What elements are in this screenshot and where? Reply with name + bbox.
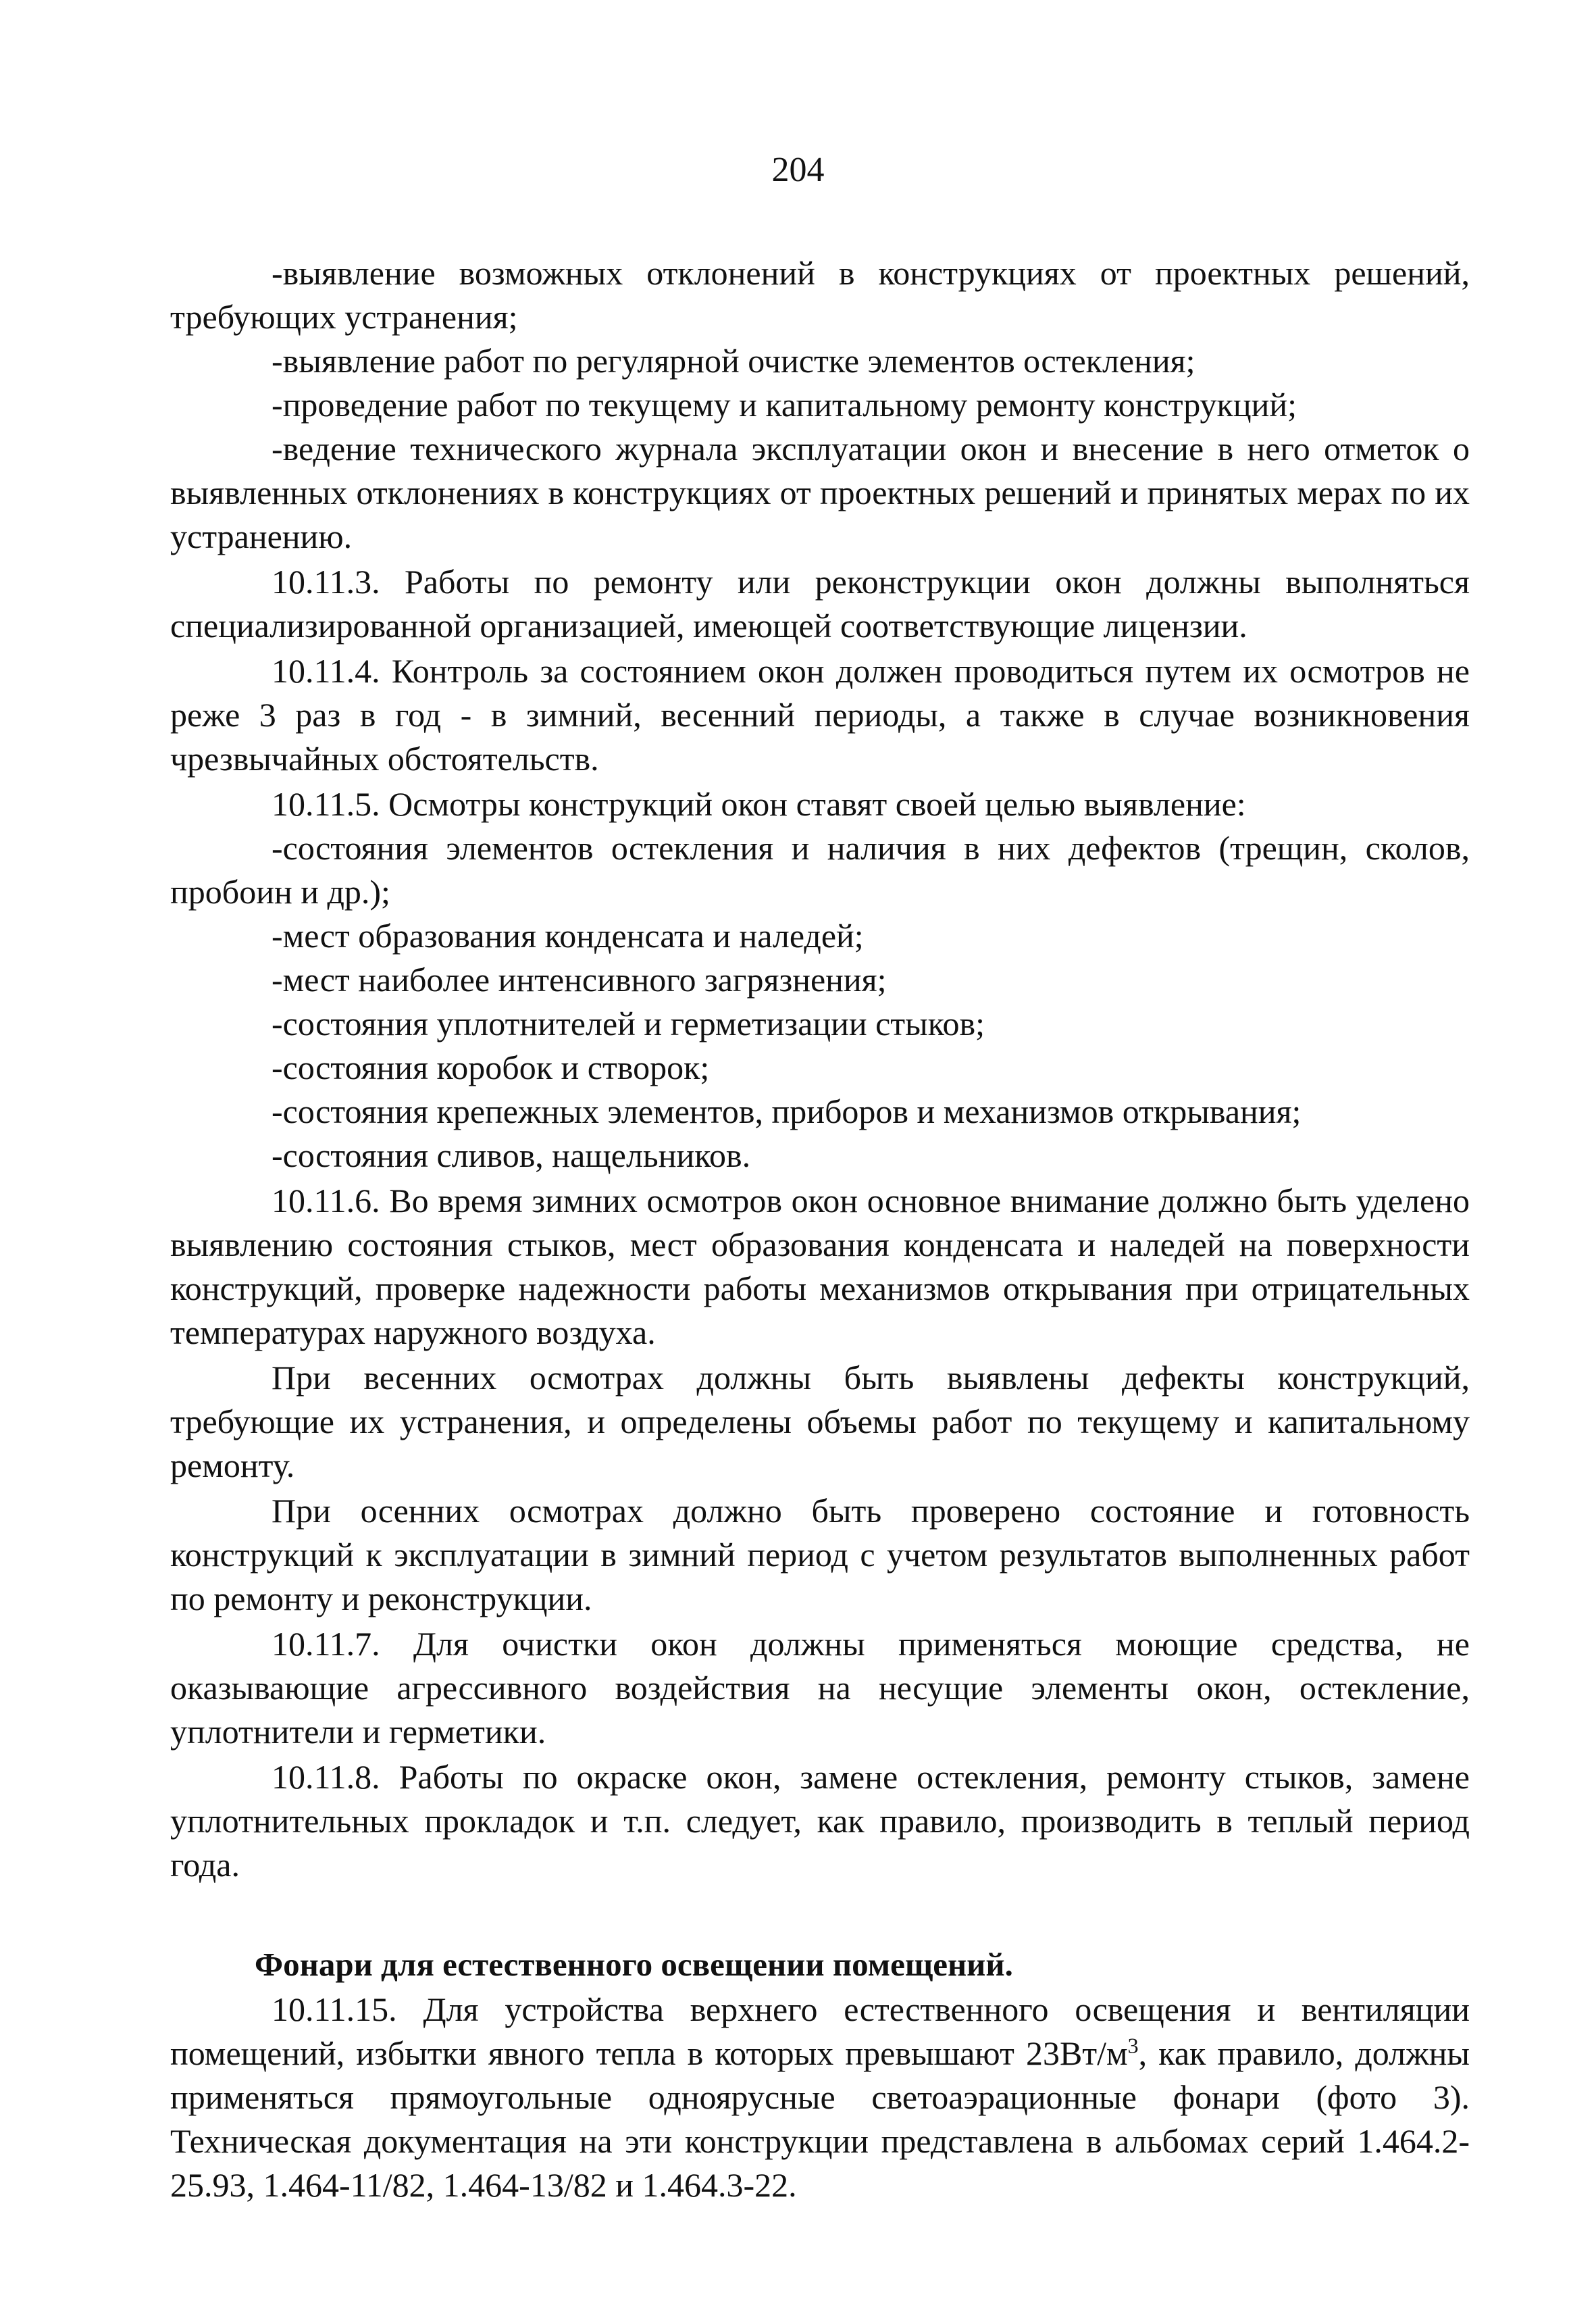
paragraph-autumn-inspections: При осенних осмотрах должно быть проверено состояние и готовность конструкций к эксплуатации в зимний период с учетом результатов выполненных работ по ремонту и реконструкции.: [170, 1492, 1470, 1617]
paragraph-10-11-4: 10.11.4. Контроль за состоянием окон должен проводиться путем их осмотров не реже 3 раз в год - в зимний, весенний периоды, а также в случае возникновения чрезвычайных обстоятельств.: [170, 652, 1470, 778]
paragraph-10-11-15: [170, 1988, 1470, 2207]
page-number: 204: [771, 151, 825, 189]
list-item: -состояния элементов остекления и наличия в них дефектов (трещин, сколов, пробоин и др.);: [170, 829, 1470, 911]
paragraph-text: 10.11.15. Для устройства верхнего естественного освещения и вентиляции помещений, избытки явного тепла в которых превышают 23Вт/м: [170, 1990, 1470, 2072]
list-item: -мест наиболее интенсивного загрязнения;: [272, 961, 887, 999]
list-item: -выявление работ по регулярной очистке элементов остекления;: [272, 342, 1195, 380]
section-heading: Фонари для естественного освещении помещений.: [255, 1946, 1013, 1983]
document-body: [170, 251, 1470, 2207]
paragraph-10-11-7: 10.11.7. Для очистки окон должны применяться моющие средства, не оказывающие агрессивного воздействия на несущие элементы окон, остекление, уплотнители и герметики.: [170, 1625, 1470, 1751]
paragraph-10-11-5: 10.11.5. Осмотры конструкций окон ставят своей целью выявление:: [272, 785, 1246, 823]
list-item: -состояния сливов, нащельников.: [272, 1136, 751, 1174]
paragraph-spring-inspections: При весенних осмотрах должны быть выявлены дефекты конструкций, требующие их устранения, и определены объемы работ по текущему и капитальному ремонту.: [170, 1359, 1470, 1484]
superscript: 3: [1127, 2033, 1139, 2058]
list-item: -мест образования конденсата и наледей;: [272, 917, 864, 955]
paragraph-10-11-8: 10.11.8. Работы по окраске окон, замене остекления, ремонту стыков, замене уплотнительных прокладок и т.п. следует, как правило, производить в теплый период года.: [170, 1758, 1470, 1884]
list-item: -выявление возможных отклонений в конструкциях от проектных решений, требующих устранения;: [170, 254, 1470, 336]
list-item: -состояния уплотнителей и герметизации стыков;: [272, 1005, 985, 1042]
paragraph-text: , как правило, должны применяться прямоугольные одноярусные светоаэрационные фонари (фото 3). Техническая документация на эти конструкции представлена в альбомах серий 1.464.2-25.93, 1.464-11/82, 1.464-13/82 и 1.464.3-22.: [170, 2034, 1470, 2204]
list-item: -состояния крепежных элементов, приборов и механизмов открывания;: [272, 1092, 1302, 1130]
paragraph-10-11-6: 10.11.6. Во время зимних осмотров окон основное внимание должно быть уделено выявлению состояния стыков, мест образования конденсата и наледей на поверхности конструкций, проверке надежности работы механизмов открывания при отрицательных температурах наружного воздуха.: [170, 1182, 1470, 1351]
list-item: -состояния коробок и створок;: [272, 1049, 710, 1086]
list-item: -ведение технического журнала эксплуатации окон и внесение в него отметок о выявленных отклонениях в конструкциях от проектных решений и принятых мерах по их устранению.: [170, 430, 1470, 555]
paragraph-10-11-3: 10.11.3. Работы по ремонту или реконструкции окон должны выполняться специализированной организацией, имеющей соответствующие лицензии.: [170, 563, 1470, 645]
list-item: -проведение работ по текущему и капитальному ремонту конструкций;: [272, 386, 1297, 424]
